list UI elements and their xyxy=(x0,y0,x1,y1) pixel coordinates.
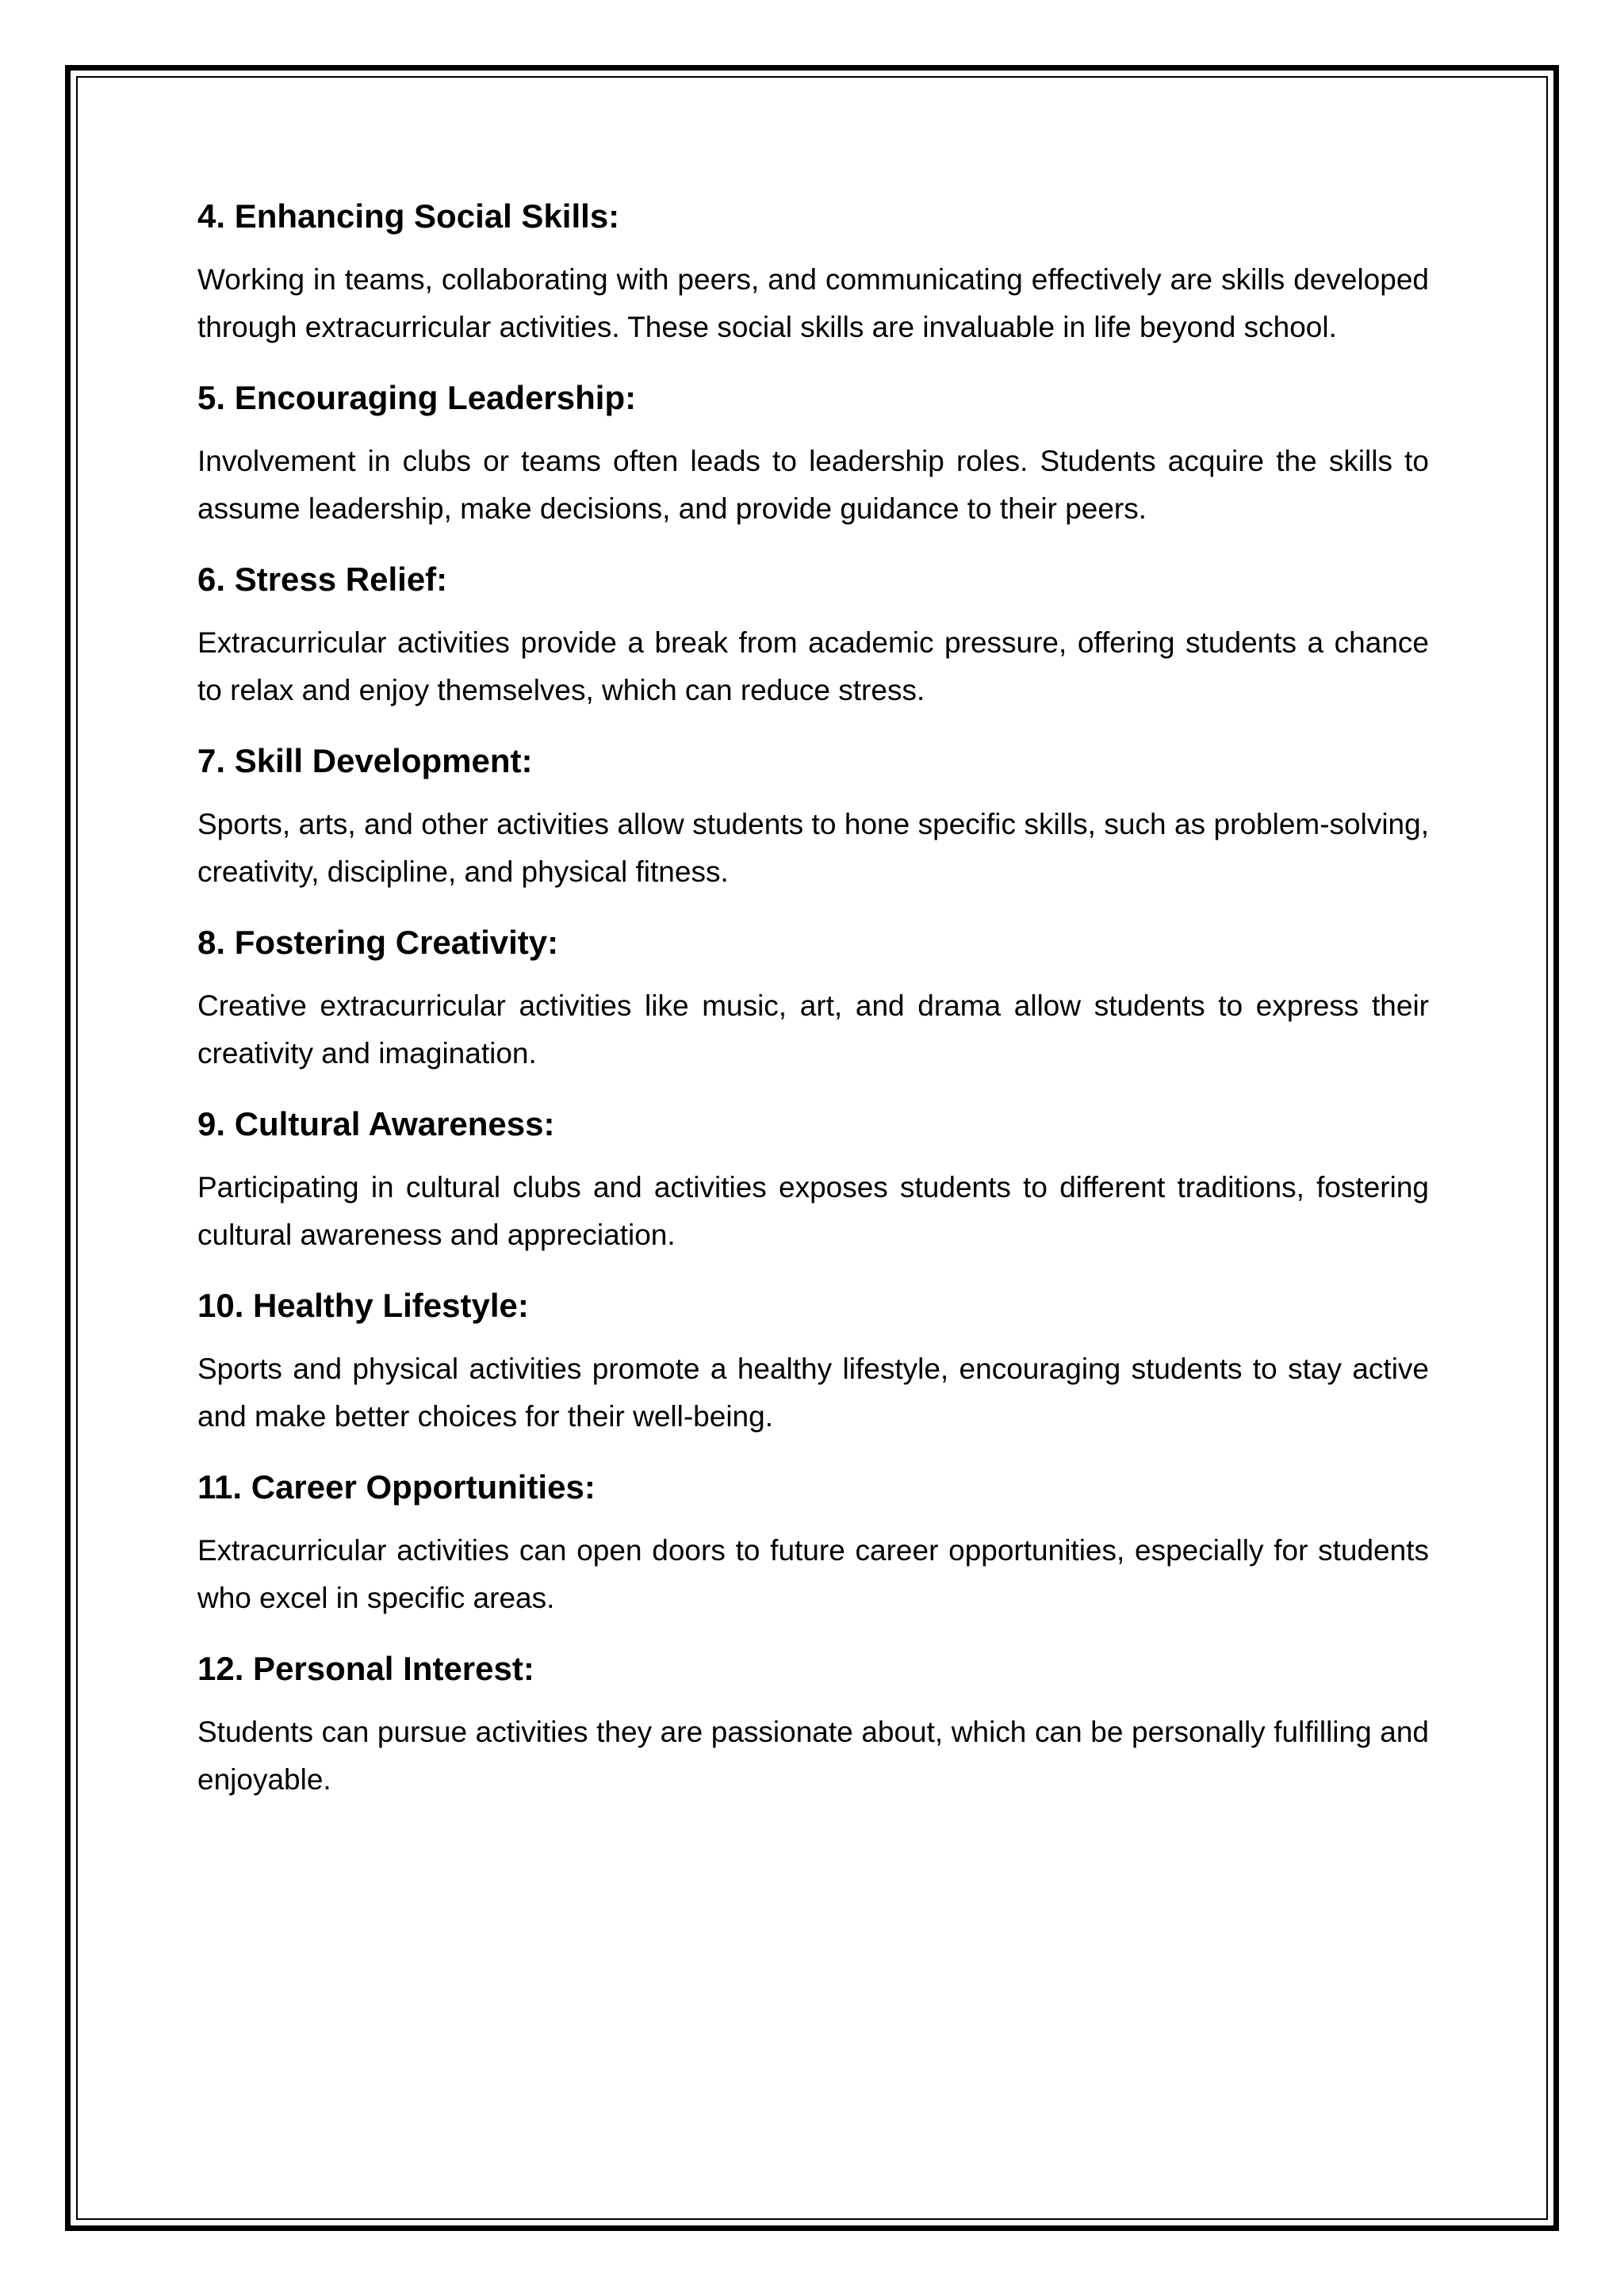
section-stress-relief xyxy=(197,557,1429,714)
section-leadership xyxy=(197,376,1429,532)
section-heading: 10. Healthy Lifestyle: xyxy=(197,1287,529,1324)
section-heading: 11. Career Opportunities: xyxy=(197,1468,596,1506)
section-heading: 4. Enhancing Social Skills: xyxy=(197,197,620,235)
section-creativity xyxy=(197,920,1429,1077)
section-paragraph: Participating in cultural clubs and activities exposes students to different traditions, fostering cultural awareness and appreciation. xyxy=(197,1171,1429,1251)
section-healthy-lifestyle xyxy=(197,1284,1429,1440)
section-social-skills xyxy=(197,194,1429,350)
section-cultural-awareness xyxy=(197,1102,1429,1258)
section-paragraph: Sports and physical activities promote a healthy lifestyle, encouraging students to stay active and make better choices for their well-being. xyxy=(197,1353,1429,1433)
section-personal-interest xyxy=(197,1647,1429,1803)
section-heading: 5. Encouraging Leadership: xyxy=(197,379,637,416)
section-heading: 12. Personal Interest: xyxy=(197,1650,534,1687)
section-skill-development xyxy=(197,739,1429,895)
section-heading: 7. Skill Development: xyxy=(197,742,533,779)
section-paragraph: Extracurricular activities provide a break from academic pressure, offering students a chance to relax and enjoy themselves, which can reduce stress. xyxy=(197,626,1429,706)
section-paragraph: Creative extracurricular activities like music, art, and drama allow students to express their creativity and imagination. xyxy=(197,989,1429,1070)
section-heading: 6. Stress Relief: xyxy=(197,561,448,598)
section-paragraph: Students can pursue activities they are passionate about, which can be personally fulfilling and enjoyable. xyxy=(197,1716,1429,1796)
section-paragraph: Extracurricular activities can open doors to future career opportunities, especially for students who excel in specific areas. xyxy=(197,1534,1429,1614)
section-paragraph: Working in teams, collaborating with peers, and communicating effectively are skills developed through extracurricular activities. These social skills are invaluable in life beyond school. xyxy=(197,263,1429,343)
section-heading: 9. Cultural Awareness: xyxy=(197,1105,555,1142)
section-paragraph: Involvement in clubs or teams often leads to leadership roles. Students acquire the skills to assume leadership, make decisions, and provide guidance to their peers. xyxy=(197,445,1429,525)
section-heading: 8. Fostering Creativity: xyxy=(197,924,559,961)
section-career-opportunities xyxy=(197,1465,1429,1621)
document-content xyxy=(197,194,1429,1828)
section-paragraph: Sports, arts, and other activities allow students to hone specific skills, such as problem-solving, creativity, discipline, and physical fitness. xyxy=(197,808,1429,888)
